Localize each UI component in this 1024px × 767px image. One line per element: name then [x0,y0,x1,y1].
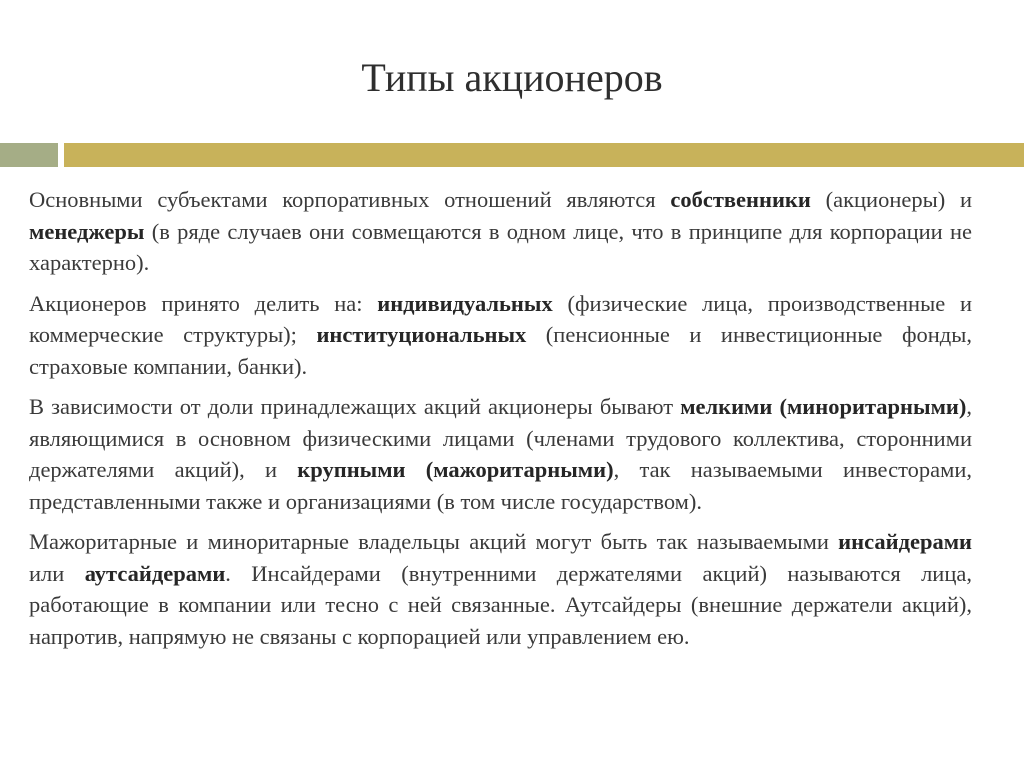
paragraph-insiders [29,526,972,652]
term-individual: индивидуальных [377,290,553,316]
text-span: или [29,560,85,586]
text-span: (пенсионные и инвестиционные фонды, страховые компании, банки). [29,322,972,379]
term-institutional: институциональных [316,322,527,347]
term-owners: собственники [670,187,811,212]
term-insiders: инсайдерами [838,529,972,554]
paragraph-division [29,288,972,383]
term-outsiders: аутсайдерами [84,560,226,586]
text-span: (в ряде случаев они совмещаются в одном лице, что в принципе для корпорации не характерно). [29,218,972,275]
term-managers: менеджеры [29,218,145,244]
text-span: Акционеров принято делить на: [29,290,378,316]
text-span: , так называемыми инвесторами, представленными также и организациями (в том числе государством). [29,457,973,514]
text-span: . Инсайдерами (внутренними держателями акций) называются лица, работающие в компании или тесно с ней связанные. Аутсайдеры (внешние держатели акций), напротив, напрямую не связаны с корпорацией или управлением ею. [29,560,973,649]
term-majority: крупными (мажоритарными) [297,457,614,482]
term-minority: мелкими (миноритарными) [680,394,967,419]
text-span: , являющимися в основном физическими лицами (членами трудового коллектива, сторонними держателями акций), и [29,394,972,482]
paragraph-share-size [29,391,972,517]
title-divider-left-block [0,143,58,167]
text-span: (акционеры) и [810,187,973,212]
text-span: Мажоритарные и миноритарные владельцы акций могут быть так называемыми [29,529,839,554]
text-span: Основными субъектами корпоративных отношений являются [29,187,671,212]
text-span: (физические лица, производственные и коммерческие структуры); [29,290,972,347]
title-divider-bar [64,143,1024,167]
slide-title: Типы акционеров [361,55,663,100]
text-span: В зависимости от доли принадлежащих акций акционеры бывают [29,394,681,419]
slide-content [29,184,972,661]
paragraph-subjects [29,184,972,279]
